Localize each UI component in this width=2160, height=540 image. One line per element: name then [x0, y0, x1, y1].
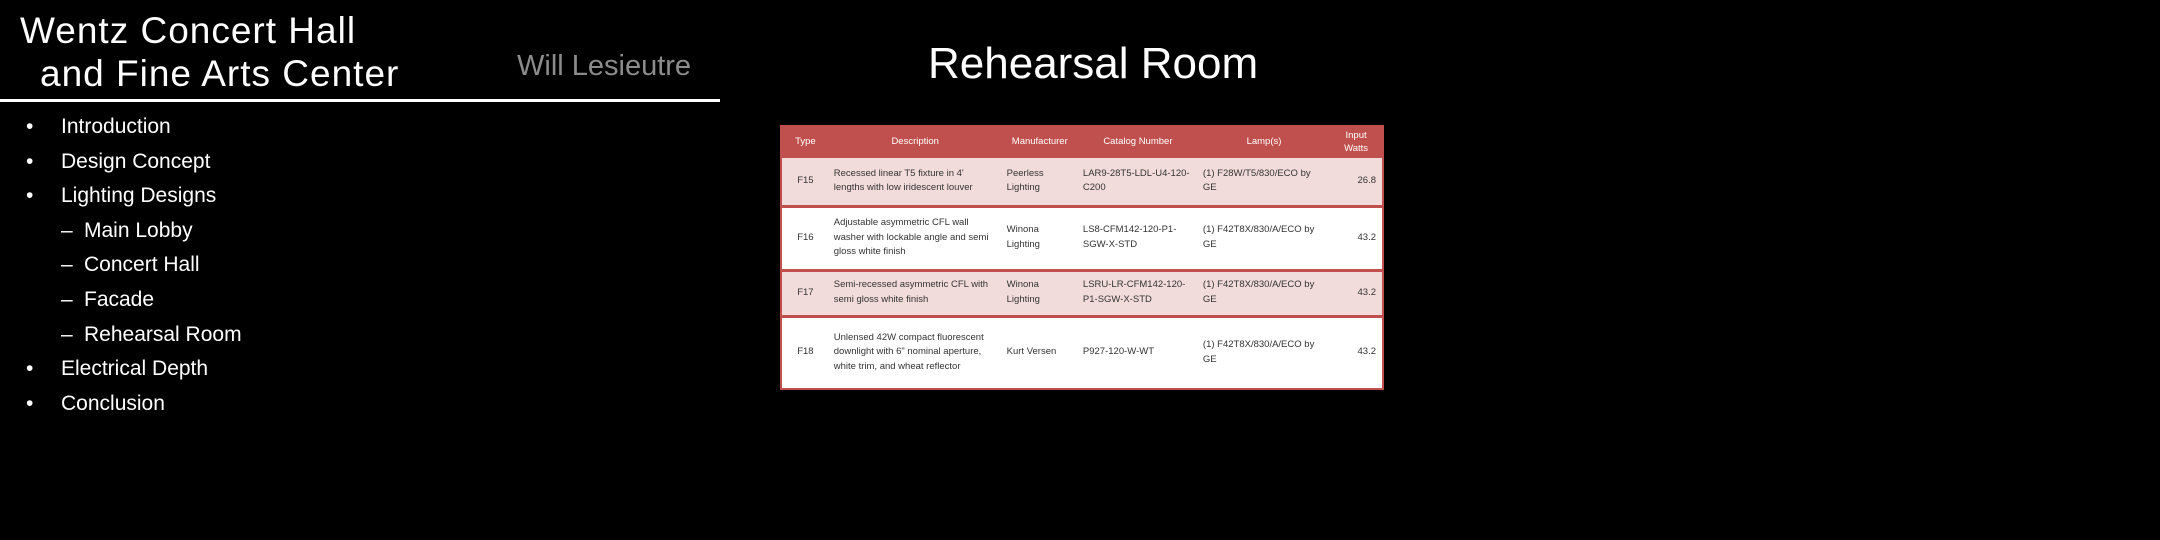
table-row [782, 270, 1382, 316]
cell-manufacturer: Kurt Versen [1002, 316, 1078, 388]
column-header-lamps: Lamp(s) [1198, 127, 1330, 158]
column-header-type: Type [782, 127, 829, 158]
cell-lamps: (1) F42T8X/830/A/ECO by GE [1198, 316, 1330, 388]
presentation-title-line-1: Wentz Concert Hall [20, 10, 357, 51]
dash-marker: – [61, 288, 73, 311]
cell-lamps: (1) F42T8X/830/A/ECO by GE [1198, 206, 1330, 270]
dash-marker: – [61, 253, 73, 277]
cell-type: F15 [782, 158, 829, 206]
outline-item [61, 288, 155, 311]
outline-item-label: Introduction [61, 115, 171, 138]
bullet-marker: • [26, 115, 34, 138]
cell-input-watts: 26.8 [1330, 158, 1382, 206]
table-row [782, 316, 1382, 388]
bullet-marker: • [26, 184, 34, 208]
cell-input-watts: 43.2 [1330, 270, 1382, 316]
bullet-marker: • [26, 357, 34, 381]
outline-item-label: Lighting Designs [61, 184, 217, 208]
cell-manufacturer: Winona Lighting [1002, 206, 1078, 270]
column-header-description: Description [829, 127, 1002, 158]
outline-item [26, 357, 209, 381]
outline-item [61, 322, 242, 346]
cell-lamps: (1) F42T8X/830/A/ECO by GE [1198, 270, 1330, 316]
outline-item [26, 184, 217, 208]
outline-item-label: Main Lobby [84, 218, 193, 242]
cell-catalog-number: LAR9-28T5-LDL-U4-120-C200 [1078, 158, 1198, 206]
table-row [782, 158, 1382, 206]
fixture-schedule-table [780, 125, 1384, 390]
cell-description: Semi-recessed asymmetric CFL with semi gloss white finish [829, 270, 1002, 316]
cell-input-watts: 43.2 [1330, 316, 1382, 388]
column-header-input-watts: Input Watts [1330, 127, 1382, 158]
cell-description: Adjustable asymmetric CFL wall washer with lockable angle and semi gloss white finish [829, 206, 1002, 270]
header-divider [0, 99, 720, 102]
outline-item [26, 391, 165, 415]
table-header-row [782, 127, 1382, 158]
outline-item-label: Concert Hall [84, 253, 200, 277]
outline-item-label: Facade [84, 288, 155, 311]
column-header-catalog-number: Catalog Number [1078, 127, 1198, 158]
section-title: Rehearsal Room [928, 39, 1259, 88]
author-name: Will Lesieutre [517, 50, 692, 82]
outline-item [61, 253, 200, 277]
cell-type: F17 [782, 270, 829, 316]
presentation-title-line-2: and Fine Arts Center [40, 53, 400, 94]
cell-description: Unlensed 42W compact fluorescent downlight with 6" nominal aperture, white trim, and wheat reflector [829, 316, 1002, 388]
column-header-manufacturer: Manufacturer [1002, 127, 1078, 158]
cell-type: F16 [782, 206, 829, 270]
outline-item-label: Rehearsal Room [84, 322, 242, 346]
cell-description: Recessed linear T5 fixture in 4' lengths with low iridescent louver [829, 158, 1002, 206]
cell-catalog-number: LS8-CFM142-120-P1-SGW-X-STD [1078, 206, 1198, 270]
dash-marker: – [61, 218, 73, 242]
cell-catalog-number: P927-120-W-WT [1078, 316, 1198, 388]
outline-item-label: Design Concept [61, 149, 211, 173]
outline-item-label: Electrical Depth [61, 357, 209, 381]
cell-manufacturer: Peerless Lighting [1002, 158, 1078, 206]
dash-marker: – [61, 322, 73, 346]
outline-item [26, 149, 211, 173]
outline-item-label: Conclusion [61, 391, 165, 415]
outline-item [61, 218, 193, 242]
bullet-marker: • [26, 149, 34, 173]
bullet-marker: • [26, 391, 34, 415]
cell-manufacturer: Winona Lighting [1002, 270, 1078, 316]
cell-lamps: (1) F28W/T5/830/ECO by GE [1198, 158, 1330, 206]
cell-type: F18 [782, 316, 829, 388]
cell-catalog-number: LSRU-LR-CFM142-120-P1-SGW-X-STD [1078, 270, 1198, 316]
table-row [782, 206, 1382, 270]
cell-input-watts: 43.2 [1330, 206, 1382, 270]
outline-item [26, 115, 171, 138]
